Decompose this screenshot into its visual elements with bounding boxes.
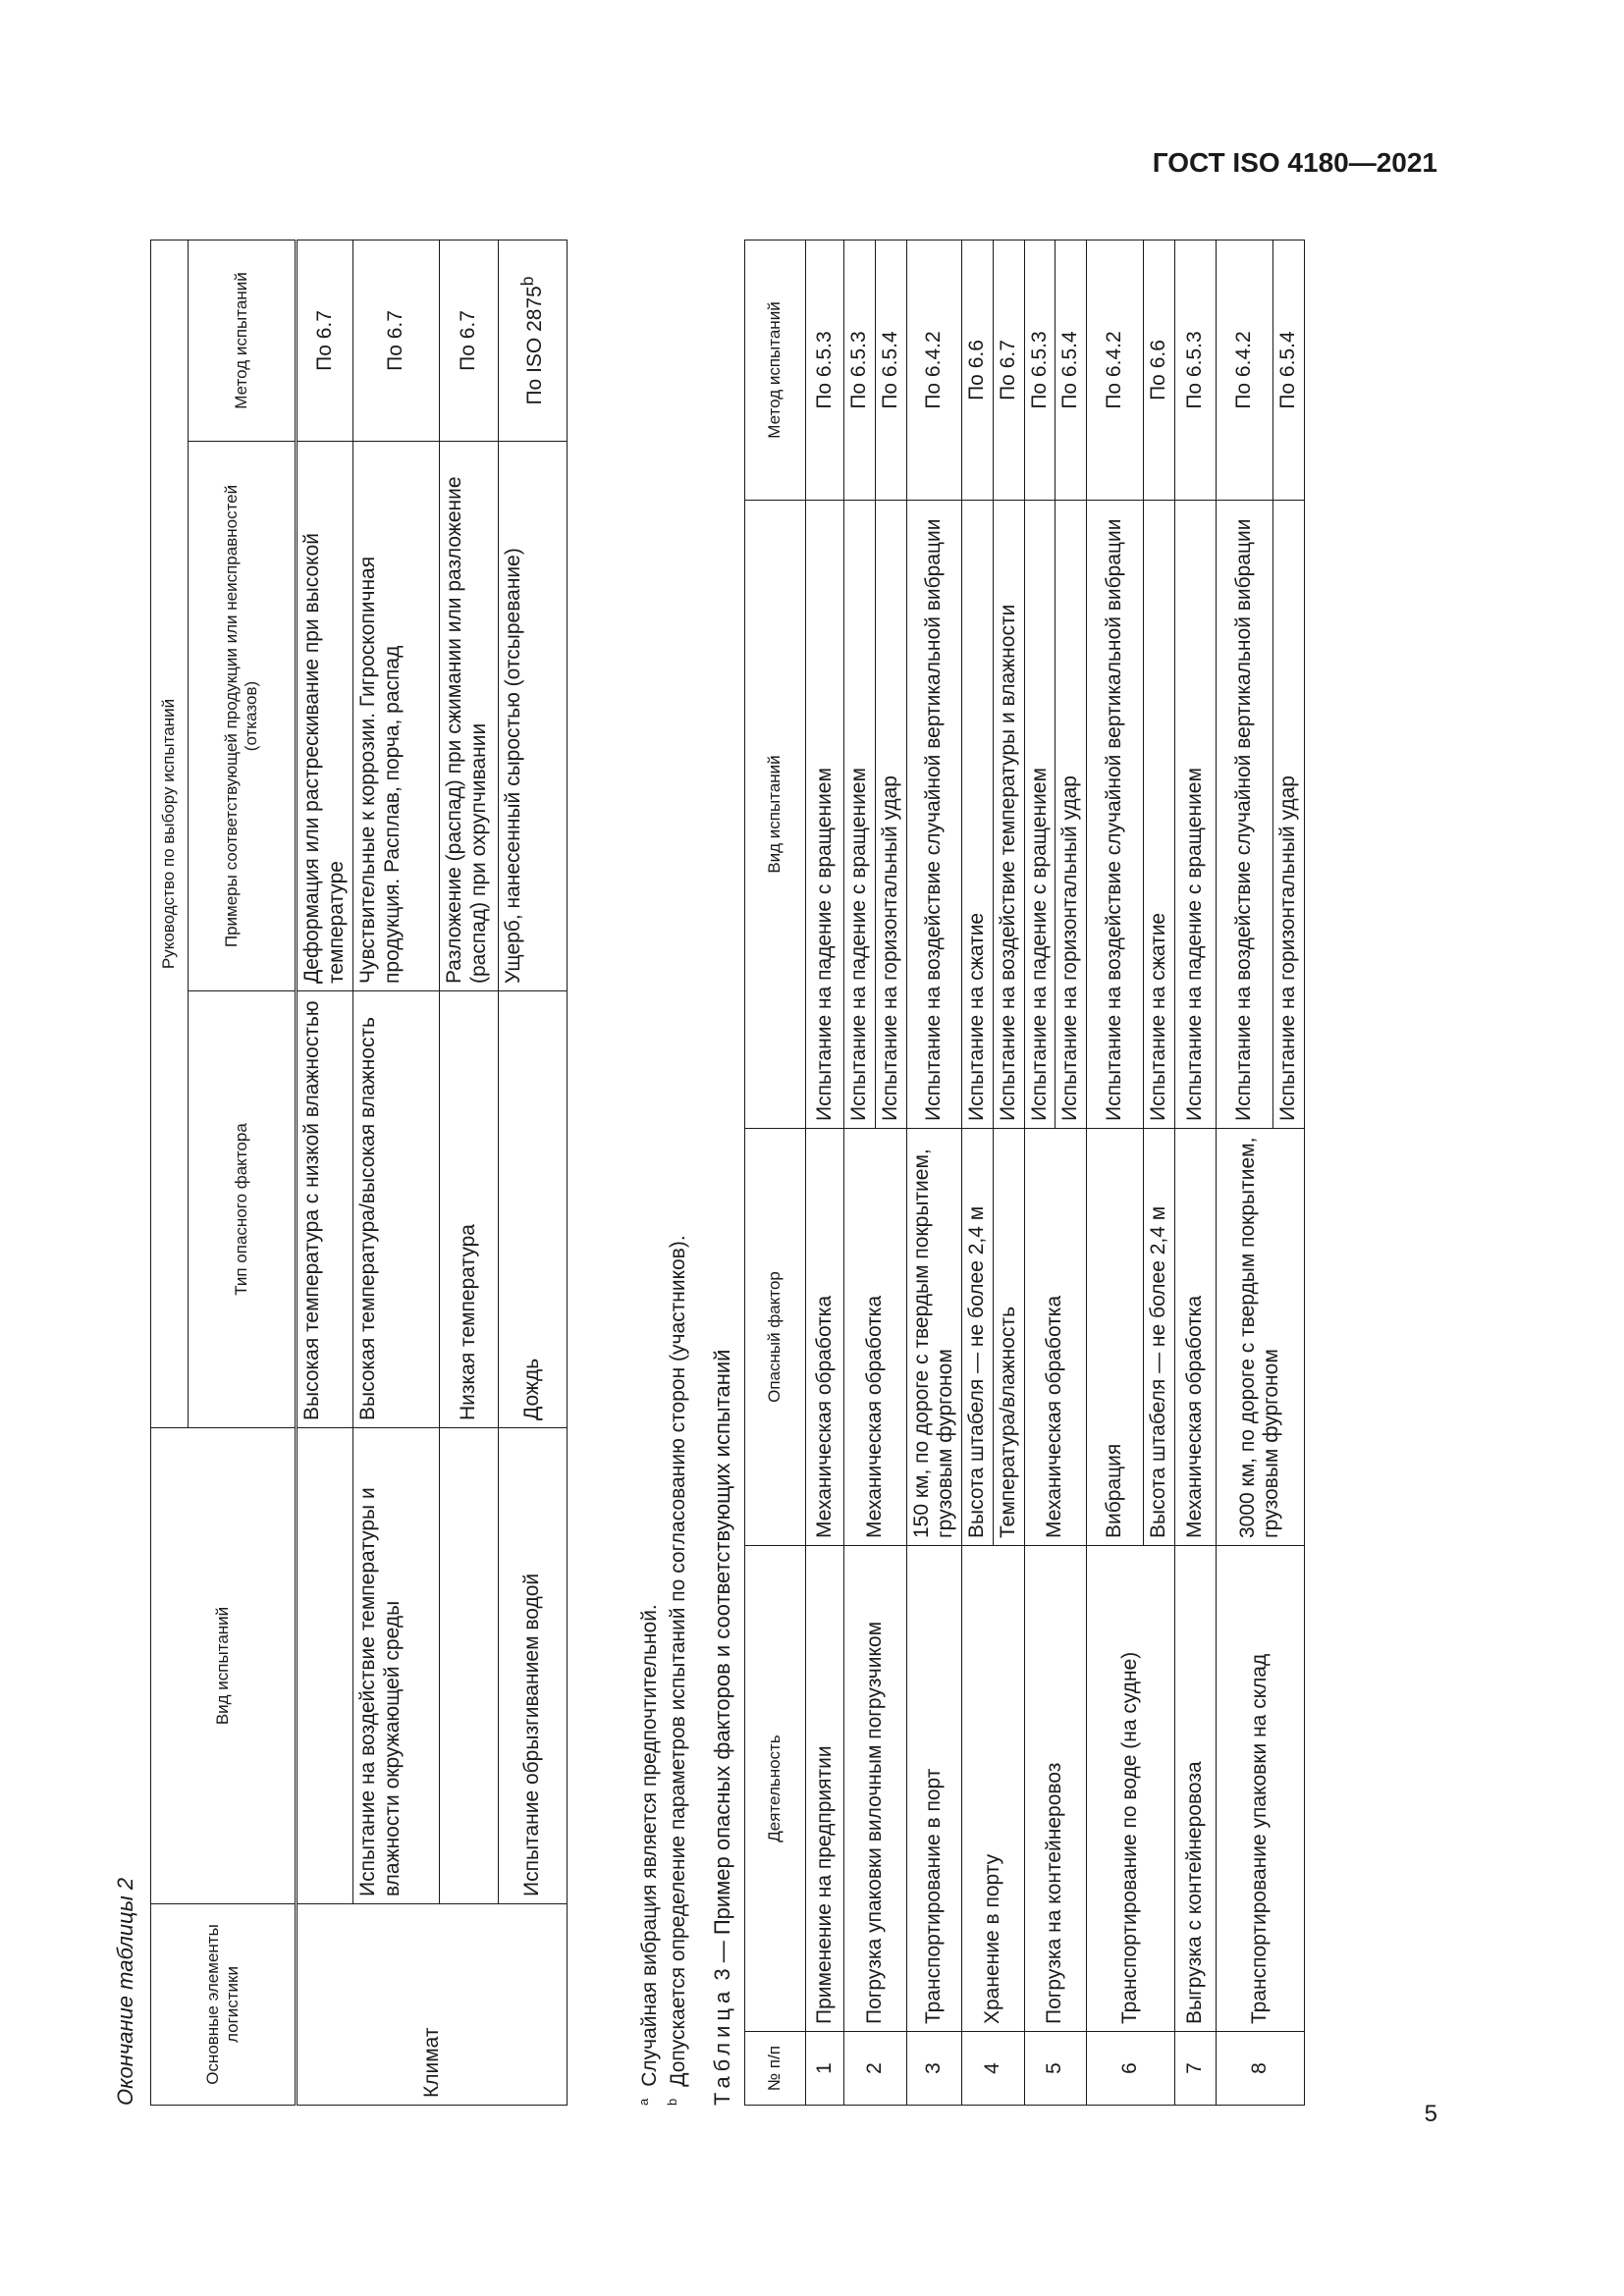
- t3-r4-method: По 6.6: [962, 240, 994, 501]
- t3-r4-num: 4: [962, 2032, 1025, 2106]
- t3-r7-activity: Выгрузка с контейнеровоза: [1174, 1546, 1216, 2032]
- t2-row3-examples: Разложение (распад) при сжимании или разложение (распад) при охрупчивании: [440, 442, 499, 991]
- table3: [744, 240, 1305, 2106]
- table3-title: [710, 1350, 735, 2106]
- t3-r3-num: 3: [906, 2032, 962, 2106]
- t3-r5-method: По 6.5.3: [1024, 240, 1056, 501]
- t3-r1-test: Испытание на падение с вращением: [806, 501, 844, 1129]
- t3-r6b-method: По 6.6: [1144, 240, 1175, 501]
- t2-header-group: Руководство по выбору испытаний: [151, 240, 189, 1427]
- standard-code: ГОСТ ISO 4180—2021: [1152, 147, 1437, 178]
- note-b-text: Допускается определение параметров испытаний по согласованию сторон (участников).: [666, 1235, 689, 2087]
- t2-header-method: Метод испытаний: [189, 240, 297, 441]
- t3-r6-hazard: Вибрация: [1087, 1129, 1144, 1546]
- t3-r3-method: По 6.4.2: [906, 240, 962, 501]
- note-b-mark: b: [664, 2098, 679, 2106]
- t2-row2-method: По 6.7: [353, 240, 440, 441]
- t3-r6-method: По 6.4.2: [1087, 240, 1144, 501]
- t3-r4b-method: По 6.7: [993, 240, 1024, 501]
- t3-r8-num: 8: [1216, 2032, 1304, 2106]
- note-a: [636, 1235, 663, 2106]
- t3-r5-num: 5: [1024, 2032, 1087, 2106]
- t2-row3-hazard: Низкая температура: [440, 991, 499, 1428]
- t3-r1-method: По 6.5.3: [806, 240, 844, 501]
- table3-title-label: Таблица: [710, 1986, 734, 2106]
- t3-r5-activity: Погрузка на контейнеровоз: [1024, 1546, 1087, 2032]
- t3-r1-activity: Применение на предприятии: [806, 1546, 844, 2032]
- t3-header-method: Метод испытаний: [745, 240, 806, 501]
- note-b: [665, 1235, 691, 2106]
- t3-header-num: № п/п: [745, 2032, 806, 2106]
- table2-caption: Окончание таблицы 2: [113, 1877, 137, 2106]
- t3-r2b-method: По 6.5.4: [875, 240, 906, 501]
- t2-header-elements: Основные элементы логистики: [151, 1904, 297, 2106]
- t3-r1-hazard: Механическая обработка: [806, 1129, 844, 1546]
- t2-row4-examples: Ущерб, нанесенный сыростью (отсыревание): [499, 442, 568, 991]
- t2-row2-examples: Чувствительные к коррозии. Гигроскопичная продукция. Расплав, порча, распад: [353, 442, 440, 991]
- t3-r4b-test: Испытание на воздействие температуры и влажности: [993, 501, 1024, 1129]
- t3-r4-test: Испытание на сжатие: [962, 501, 994, 1129]
- t3-r8-activity: Транспортирование упаковки на склад: [1216, 1546, 1304, 2032]
- t3-r2-num: 2: [844, 2032, 907, 2106]
- t3-r3-test: Испытание на воздействие случайной вертикальной вибрации: [906, 501, 962, 1129]
- table2: [150, 240, 568, 2106]
- t3-r5b-test: Испытание на горизонтальный удар: [1056, 501, 1087, 1129]
- t3-r6-activity: Транспортирование по воде (на судне): [1087, 1546, 1175, 2032]
- note-a-mark: a: [636, 2098, 651, 2106]
- rotated-content: [113, 236, 1380, 2106]
- t2-row4-method: [499, 240, 568, 441]
- t3-r8b-test: Испытание на горизонтальный удар: [1272, 501, 1304, 1129]
- t3-header-activity: Деятельность: [745, 1546, 806, 2032]
- table2-notes: [636, 1235, 693, 2106]
- note-a-text: Случайная вибрация является предпочтительной.: [638, 1604, 661, 2087]
- t3-r3-activity: Транспортирование в порт: [906, 1546, 962, 2032]
- t3-r7-num: 7: [1174, 2032, 1216, 2106]
- t3-r5b-method: По 6.5.4: [1056, 240, 1087, 501]
- t3-r8-test: Испытание на воздействие случайной вертикальной вибрации: [1216, 501, 1272, 1129]
- t2-row1-examples: Деформация или растрескивание при высокой температуре: [297, 442, 353, 991]
- t3-r7-test: Испытание на падение с вращением: [1174, 501, 1216, 1129]
- t2-row2-hazard: Высокая температура/высокая влажность: [353, 991, 440, 1428]
- t2-row1-test: [297, 1428, 353, 1904]
- t3-r6b-test: Испытание на сжатие: [1144, 501, 1175, 1129]
- t3-r8-method: По 6.4.2: [1216, 240, 1272, 501]
- t3-r4b-hazard: Температура/влажность: [993, 1129, 1024, 1546]
- t3-r4-activity: Хранение в порту: [962, 1546, 1025, 2032]
- t2-element-climate: Климат: [297, 1904, 568, 2106]
- t2-row3-test: [440, 1428, 499, 1904]
- t3-header-hazard: Опасный фактор: [745, 1129, 806, 1546]
- t2-header-examples: Примеры соответствующей продукции или неисправностей (отказов): [189, 442, 297, 991]
- t3-r2-test: Испытание на падение с вращением: [844, 501, 876, 1129]
- t3-r5-test: Испытание на падение с вращением: [1024, 501, 1056, 1129]
- t3-r3-hazard: 150 км, по дороге с твердым покрытием, грузовым фургоном: [906, 1129, 962, 1546]
- t3-r2-hazard: Механическая обработка: [844, 1129, 907, 1546]
- t2-row1-hazard: Высокая температура с низкой влажностью: [297, 991, 353, 1428]
- t3-r2-activity: Погрузка упаковки вилочным погрузчиком: [844, 1546, 907, 2032]
- t2-header-hazard: Тип опасного фактора: [189, 991, 297, 1428]
- page-number: 5: [1424, 2101, 1437, 2127]
- t3-r7-hazard: Механическая обработка: [1174, 1129, 1216, 1546]
- t2-header-test-type: Вид испытаний: [151, 1428, 297, 1904]
- t3-r7-method: По 6.5.3: [1174, 240, 1216, 501]
- table3-title-text: 3 — Пример опасных факторов и соответствующих испытаний: [710, 1349, 734, 1981]
- t3-r8-hazard: 3000 км, по дороге с твердым покрытием, грузовым фургоном: [1216, 1129, 1304, 1546]
- t2-row1-method: По 6.7: [297, 240, 353, 441]
- t2-row2-test: Испытание на воздействие температуры и влажности окружающей среды: [353, 1428, 440, 1904]
- t3-r6-num: 6: [1087, 2032, 1175, 2106]
- t3-header-test: Вид испытаний: [745, 501, 806, 1129]
- t2-row4-method-sup: b: [517, 276, 538, 287]
- t2-row4-test: Испытание обрызгиванием водой: [499, 1428, 568, 1904]
- t3-r5-hazard: Механическая обработка: [1024, 1129, 1087, 1546]
- t3-r2-method: По 6.5.3: [844, 240, 876, 501]
- t3-r2b-test: Испытание на горизонтальный удар: [875, 501, 906, 1129]
- t3-r1-num: 1: [806, 2032, 844, 2106]
- t3-r8b-method: По 6.5.4: [1272, 240, 1304, 501]
- t3-r4-hazard: Высота штабеля — не более 2,4 м: [962, 1129, 994, 1546]
- t2-row4-method-text: По ISO 2875: [523, 286, 547, 405]
- t3-r6b-hazard: Высота штабеля — не более 2,4 м: [1144, 1129, 1175, 1546]
- t2-row4-hazard: Дождь: [499, 991, 568, 1428]
- t3-r6-test: Испытание на воздействие случайной вертикальной вибрации: [1087, 501, 1144, 1129]
- t2-row3-method: По 6.7: [440, 240, 499, 441]
